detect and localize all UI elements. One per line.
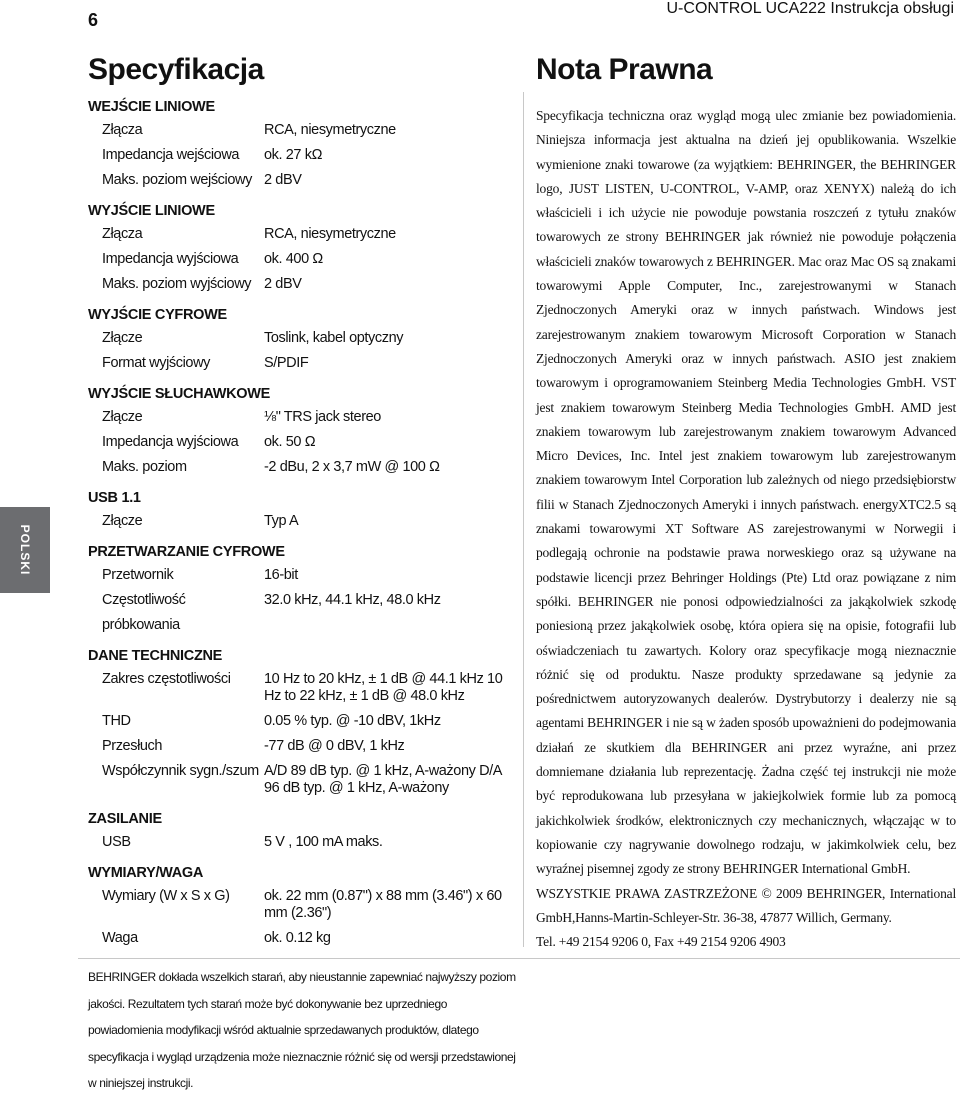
spec-section-heading: ZASILANIE (88, 811, 162, 827)
spec-label: Przesłuch (102, 738, 163, 754)
spec-label: Impedancja wejściowa (102, 147, 240, 163)
spec-section-heading: WYJŚCIE LINIOWE (88, 203, 215, 219)
spec-section-heading: DANE TECHNICZNE (88, 648, 223, 664)
legal-notice-text: Specyfikacja techniczna oraz wygląd mogą ulec zmianie bez powiadomienia. Niniejsza informacja jest aktualna na dzień jej opublikowania. Wszelkie wymienione znaki towarowe (za wyjątkiem: BEHRINGER, the BEHRINGER logo, JUST LISTEN, U-CONTROL, V-AMP, oraz XENYX) należą do ich właścicieli i ich użycie nie powoduje powstania roszczeń z tytułu znaków towarowych ze strony BEHRINGER jak również nie powoduje połączenia właścicieli znaków towarowych z BEHRINGER. Mac oraz Mac OS są znakami towarowymi Apple Computer, Inc., zarejestrowanymi w Stanach Zjednoczonych Ameryki oraz w innych państwach. Windows jest zarejestrowanym znakiem towarowym Microsoft Corporation w Stanach Zjednoczonych Ameryki oraz w innych państwach. ASIO jest znakiem towarowym i oprogramowaniem Steinberg Media Technologies GmbH. VST jest znakiem towarowym Steinberg Media Technologies GmbH. AMD jest znakiem towarowym lub zarejestrowanym znakiem towarowym Advanced Micro Devices, Inc. Intel jest znakiem towarowym lub zarejestrowanym znakiem towarowym Intel Corporation lub zależnych od niego przedsiębiorstw filii w Stanach Zjednoczonych Ameryki i innych państwach. energyXTC2.5 są znakami towarowymi XT Software AS zarejestrowanymi w Norwegii i podlegają ochronie na podstawie prawa norweskiego oraz są używane na podstawie licencji przez Behringer Holdings (Pte) Ltd oraz powiązane z nim spółki. BEHRINGER nie ponosi odpowiedzialności za jakąkolwiek szkodę poniesioną przez jakąkolwiek osobę, która opiera się na opisie, fotografii lub oświadczeniach tu zawartych. Kolory oraz specyfikacje mogą nieznacznie różnić się od produktu. Nasze produkty sprzedawane są jedynie za pośrednictwem autoryzowanych dealerów. Dystrybutorzy i dealerzy nie są agentami BEHRINGER i nie są w żaden sposób upoważnieni do podejmowania działań ze skutkiem dla BEHRINGER ani przez wyraźne, ani przez domniemane działania lub reprezentację. Żadna część tej instrukcji nie może być reprodukowana lub przesyłana w jakiejkolwiek formie lub za pomocą jakichkolwiek środków, elektronicznych czy mechanicznych, włączając w to kopiowanie czy nagrywanie dowolnego rodzaju, w jakimkolwiek celu, bez wyraźnej pisemnej zgody ze strony BEHRINGER International GmbH. (536, 108, 956, 877)
document-title: U-CONTROL UCA222 Instrukcja obsługi (666, 0, 954, 17)
spec-label: Przetwornik (102, 567, 174, 583)
spec-value: 32.0 kHz, 44.1 kHz, 48.0 kHz (264, 592, 441, 608)
spec-label: Współczynnik sygn./szum (102, 763, 259, 779)
spec-section (88, 645, 510, 801)
legal-notice-title: Nota Prawna (536, 53, 713, 86)
spec-row (88, 588, 510, 638)
spec-label: Złącze (102, 513, 143, 529)
spec-section (88, 383, 510, 480)
spec-row (88, 709, 510, 734)
spec-section (88, 304, 510, 376)
specifications-list (88, 96, 510, 951)
spec-label: Złącze (102, 409, 143, 425)
spec-value: ok. 27 kΩ (264, 147, 323, 163)
language-tab (0, 507, 50, 593)
legal-column (536, 52, 956, 954)
spec-row (88, 455, 510, 480)
spec-label: USB (102, 834, 131, 850)
spec-row (88, 222, 510, 247)
spec-value: 10 Hz to 20 kHz, ± 1 dB @ 44.1 kHz 10 Hz to 22 kHz, ± 1 dB @ 48.0 kHz (264, 671, 503, 704)
spec-label: Impedancja wyjściowa (102, 434, 239, 450)
spec-label: Maks. poziom wejściowy (102, 172, 252, 188)
spec-value: -77 dB @ 0 dBV, 1 kHz (264, 738, 405, 754)
spec-row (88, 143, 510, 168)
spec-value: 16-bit (264, 567, 298, 583)
spec-label: Złącza (102, 122, 143, 138)
spec-value: Typ A (264, 513, 299, 529)
spec-value: RCA, niesymetryczne (264, 226, 396, 242)
spec-row (88, 168, 510, 193)
spec-label: Maks. poziom (102, 459, 187, 475)
spec-row (88, 118, 510, 143)
spec-label: Wymiary (W x S x G) (102, 888, 230, 904)
spec-value: 2 dBV (264, 276, 302, 292)
spec-row (88, 351, 510, 376)
spec-value: 5 V , 100 mA maks. (264, 834, 383, 850)
spec-value: Toslink, kabel optyczny (264, 330, 404, 346)
column-divider (523, 92, 524, 947)
spec-section-heading: PRZETWARZANIE CYFROWE (88, 544, 285, 560)
spec-section (88, 96, 510, 193)
spec-label: Złącza (102, 226, 143, 242)
page-number: 6 (88, 10, 99, 30)
spec-row (88, 326, 510, 351)
spec-section (88, 200, 510, 297)
spec-row (88, 509, 510, 534)
language-tab-label: POLSKI (18, 524, 32, 576)
legal-notice-body (536, 104, 956, 954)
footer-disclaimer: BEHRINGER dokłada wszelkich starań, aby nieustannie zapewniać najwyższy poziom jakości. Rezultatem tych starań może być dokonywanie bez uprzedniego powiadomienia modyfikacji wśród aktualnie sprzedawanych produktów, dlatego specyfikacja i wygląd urządzenia może nieznacznie różnić się od wersji przedstawionej w niniejszej instrukcji. (88, 970, 516, 1090)
spec-label: Impedancja wyjściowa (102, 251, 239, 267)
spec-value: RCA, niesymetryczne (264, 122, 396, 138)
spec-section-heading: WEJŚCIE LINIOWE (88, 99, 215, 115)
legal-contact: Tel. +49 2154 9206 0, Fax +49 2154 9206 4903 (536, 934, 786, 950)
spec-value: ok. 50 Ω (264, 434, 316, 450)
spec-value: ⅛" TRS jack stereo (264, 409, 381, 425)
spec-row (88, 272, 510, 297)
spec-value: 0.05 % typ. @ -10 dBV, 1kHz (264, 713, 441, 729)
spec-value: A/D 89 dB typ. @ 1 kHz, A-ważony D/A 96 dB typ. @ 1 kHz, A-ważony (264, 763, 502, 796)
spec-value: ok. 400 Ω (264, 251, 323, 267)
spec-section (88, 487, 510, 534)
spec-row (88, 759, 510, 801)
spec-row (88, 926, 510, 951)
spec-row (88, 405, 510, 430)
spec-section-heading: USB 1.1 (88, 490, 141, 506)
spec-section (88, 808, 510, 855)
spec-label: THD (102, 713, 131, 729)
spec-section (88, 541, 510, 638)
spec-value: ok. 0.12 kg (264, 930, 331, 946)
spec-row (88, 884, 510, 926)
spec-value: S/PDIF (264, 355, 309, 371)
spec-label: Złącze (102, 330, 143, 346)
legal-copyright: WSZYSTKIE PRAWA ZASTRZEŻONE © 2009 BEHRINGER, International GmbH,Hanns-Martin-Schleyer-Str. 36-38, 47877 Willich, Germany. (536, 885, 956, 925)
spec-label: Format wyjściowy (102, 355, 210, 371)
specifications-title: Specyfikacja (88, 53, 264, 86)
spec-section-heading: WYMIARY/WAGA (88, 865, 204, 881)
spec-row (88, 667, 510, 709)
spec-row (88, 734, 510, 759)
spec-label: Częstotliwość próbkowania (102, 592, 186, 633)
footer-divider (78, 958, 960, 959)
spec-label: Waga (102, 930, 138, 946)
spec-label: Zakres częstotliwości (102, 671, 231, 687)
spec-value: -2 dBu, 2 x 3,7 mW @ 100 Ω (264, 459, 440, 475)
spec-value: 2 dBV (264, 172, 302, 188)
spec-section-heading: WYJŚCIE SŁUCHAWKOWE (88, 386, 271, 402)
spec-row (88, 247, 510, 272)
specifications-column (88, 52, 510, 958)
spec-section (88, 862, 510, 951)
spec-label: Maks. poziom wyjściowy (102, 276, 252, 292)
spec-row (88, 430, 510, 455)
spec-value: ok. 22 mm (0.87") x 88 mm (3.46") x 60 mm (2.36") (264, 888, 502, 921)
spec-section-heading: WYJŚCIE CYFROWE (88, 307, 227, 323)
spec-row (88, 830, 510, 855)
spec-row (88, 563, 510, 588)
